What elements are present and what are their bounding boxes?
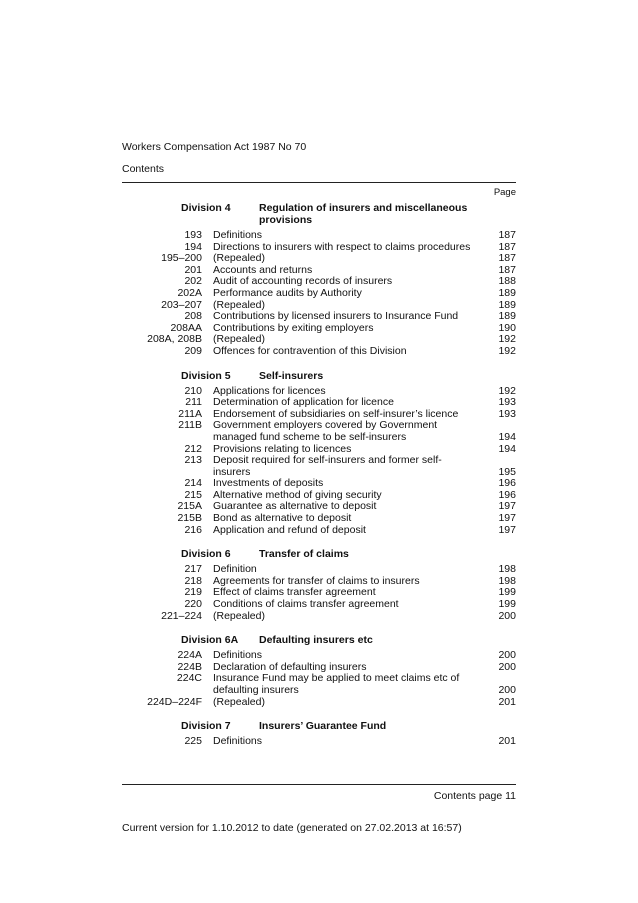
section-number: 215 [184,488,202,501]
section-number: 208 [184,310,202,323]
division-number: Division 7 [181,720,231,733]
division-number: Division 6A [181,634,239,647]
page-column-label: Page [493,187,516,198]
section-number: 210 [184,384,202,397]
section-number: 208AA [170,321,202,334]
top-rule [122,182,516,183]
act-title: Workers Compensation Act 1987 No 70 [122,141,307,153]
toc-entry[interactable] [122,397,516,409]
page-number: 196 [498,477,516,490]
section-title: Alternative method of giving security [213,488,382,501]
page-number: 194 [498,442,516,455]
toc-entry[interactable] [122,455,516,478]
section-number: 221–224 [161,609,202,622]
page-number: 200 [498,649,516,662]
section-number: 224C [176,672,202,685]
toc-entry[interactable] [122,599,516,611]
section-number: 217 [184,563,202,576]
toc-entry[interactable] [122,736,516,748]
section-title: Investments of deposits [213,477,324,490]
division-title: Insurers’ Guarantee Fund [259,720,387,733]
section-number: 193 [184,229,202,241]
section-title: Directions to insurers with respect to claims procedures [213,240,471,253]
page-number: 187 [498,252,516,265]
section-title: Definitions [213,735,263,748]
section-title: Guarantee as alternative to deposit [213,500,377,513]
bottom-rule [122,784,516,785]
division-number: Division 5 [181,369,231,382]
section-title: (Repealed) [213,695,265,708]
section-number: 195–200 [161,252,202,265]
section-title: Government employers covered by Government managed fund scheme to be self-insurers [213,419,438,443]
section-number: 212 [184,442,202,455]
page-number: 198 [498,574,516,587]
section-number: 209 [184,344,202,357]
page-number: 195 [498,465,516,478]
page-number: 187 [498,263,516,276]
section-title: (Repealed) [213,252,265,265]
division-heading [122,720,516,732]
section-title: Provisions relating to licences [213,442,352,455]
toc-entry[interactable] [122,697,516,709]
page-number: 192 [498,333,516,346]
section-title: (Repealed) [213,609,265,622]
page-number: 188 [498,275,516,288]
division-title: Self-insurers [259,369,324,382]
section-number: 224A [177,649,202,662]
toc-entry[interactable] [122,420,516,443]
toc-entry[interactable] [122,288,516,300]
division-heading [122,634,516,646]
footer-page-label: Contents page 11 [433,790,516,802]
page-number: 200 [498,684,516,696]
section-title: Effect of claims transfer agreement [213,586,376,599]
section-title: Offences for contravention of this Division [213,344,407,357]
section-number: 218 [184,574,202,587]
page-number: 189 [498,286,516,299]
section-title: Definition [213,563,257,576]
division-number: Division 6 [181,548,231,561]
section-number: 202A [177,286,202,299]
section-number: 216 [184,523,202,536]
toc-entry[interactable] [122,346,516,358]
toc-entry[interactable] [122,611,516,623]
table-of-contents [122,202,516,748]
section-title: Definitions [213,229,263,241]
page-number: 201 [498,735,516,748]
toc-entry[interactable] [122,525,516,537]
toc-entry[interactable] [122,311,516,323]
toc-entry[interactable] [122,253,516,265]
section-title: Application and refund of deposit [213,523,366,536]
division-title: Defaulting insurers etc [259,634,373,647]
section-title: Accounts and returns [213,263,313,276]
section-title: Endorsement of subsidiaries on self-insurer’s licence [213,407,459,420]
section-number: 215B [177,512,202,525]
page-number: 197 [498,500,516,513]
section-number: 224D–224F [147,695,202,708]
toc-entry[interactable] [122,673,516,696]
toc-entry[interactable] [122,513,516,525]
section-title: Agreements for transfer of claims to insurers [213,574,420,587]
page-number: 187 [498,229,516,241]
page-number: 200 [498,660,516,673]
section-number: 225 [184,735,202,748]
footer-version: Current version for 1.10.2012 to date (generated on 27.02.2013 at 16:57) [122,822,462,834]
page-number: 193 [498,407,516,420]
section-title: Contributions by exiting employers [213,321,374,334]
toc-entry[interactable] [122,230,516,242]
section-number: 203–207 [161,298,202,311]
section-number: 211 [185,396,202,409]
page-number: 200 [498,609,516,622]
contents-label: Contents [122,163,165,175]
division-heading [122,548,516,560]
section-title: Applications for licences [213,384,326,397]
page-number: 192 [498,384,516,397]
division-number: Division 4 [181,202,231,214]
section-number: 211A [178,407,202,420]
page-number: 199 [498,586,516,599]
section-number: 194 [184,240,202,253]
section-title: Determination of application for licence [213,396,394,409]
section-title: (Repealed) [213,298,265,311]
page-number: 189 [498,310,516,323]
section-title: Insurance Fund may be applied to meet claims etc of defaulting insurers [213,672,460,696]
page-number: 201 [498,695,516,708]
page-number: 190 [498,321,516,334]
page-number: 197 [498,512,516,525]
division-title: Regulation of insurers and miscellaneous provisions [259,202,468,226]
section-number: 201 [184,263,202,276]
section-number: 219 [184,586,202,599]
page-number: 194 [498,430,516,443]
page-number: 198 [498,563,516,576]
division-title: Transfer of claims [259,548,349,561]
section-title: Bond as alternative to deposit [213,512,352,525]
section-title: Performance audits by Authority [213,286,362,299]
section-title: Deposit required for self-insurers and former self-insurers [213,454,442,478]
section-number: 215A [177,500,202,513]
page-number: 193 [498,396,516,409]
division-heading [122,202,516,226]
page-number: 197 [498,523,516,536]
page-number: 189 [498,298,516,311]
section-number: 220 [184,598,202,611]
section-number: 202 [184,275,202,288]
section-title: Definitions [213,649,263,662]
division-heading [122,370,516,382]
section-number: 214 [184,477,202,490]
section-number: 213 [184,454,202,467]
section-title: Conditions of claims transfer agreement [213,598,399,611]
page-number: 187 [498,240,516,253]
section-number: 208A, 208B [147,333,202,346]
section-title: Contributions by licensed insurers to Insurance Fund [213,310,459,323]
page-number: 192 [498,344,516,357]
page-number: 199 [498,598,516,611]
section-title: Audit of accounting records of insurers [213,275,393,288]
section-title: Declaration of defaulting insurers [213,660,367,673]
section-number: 211B [178,419,202,432]
section-title: (Repealed) [213,333,265,346]
section-number: 224B [177,660,202,673]
page-number: 196 [498,488,516,501]
